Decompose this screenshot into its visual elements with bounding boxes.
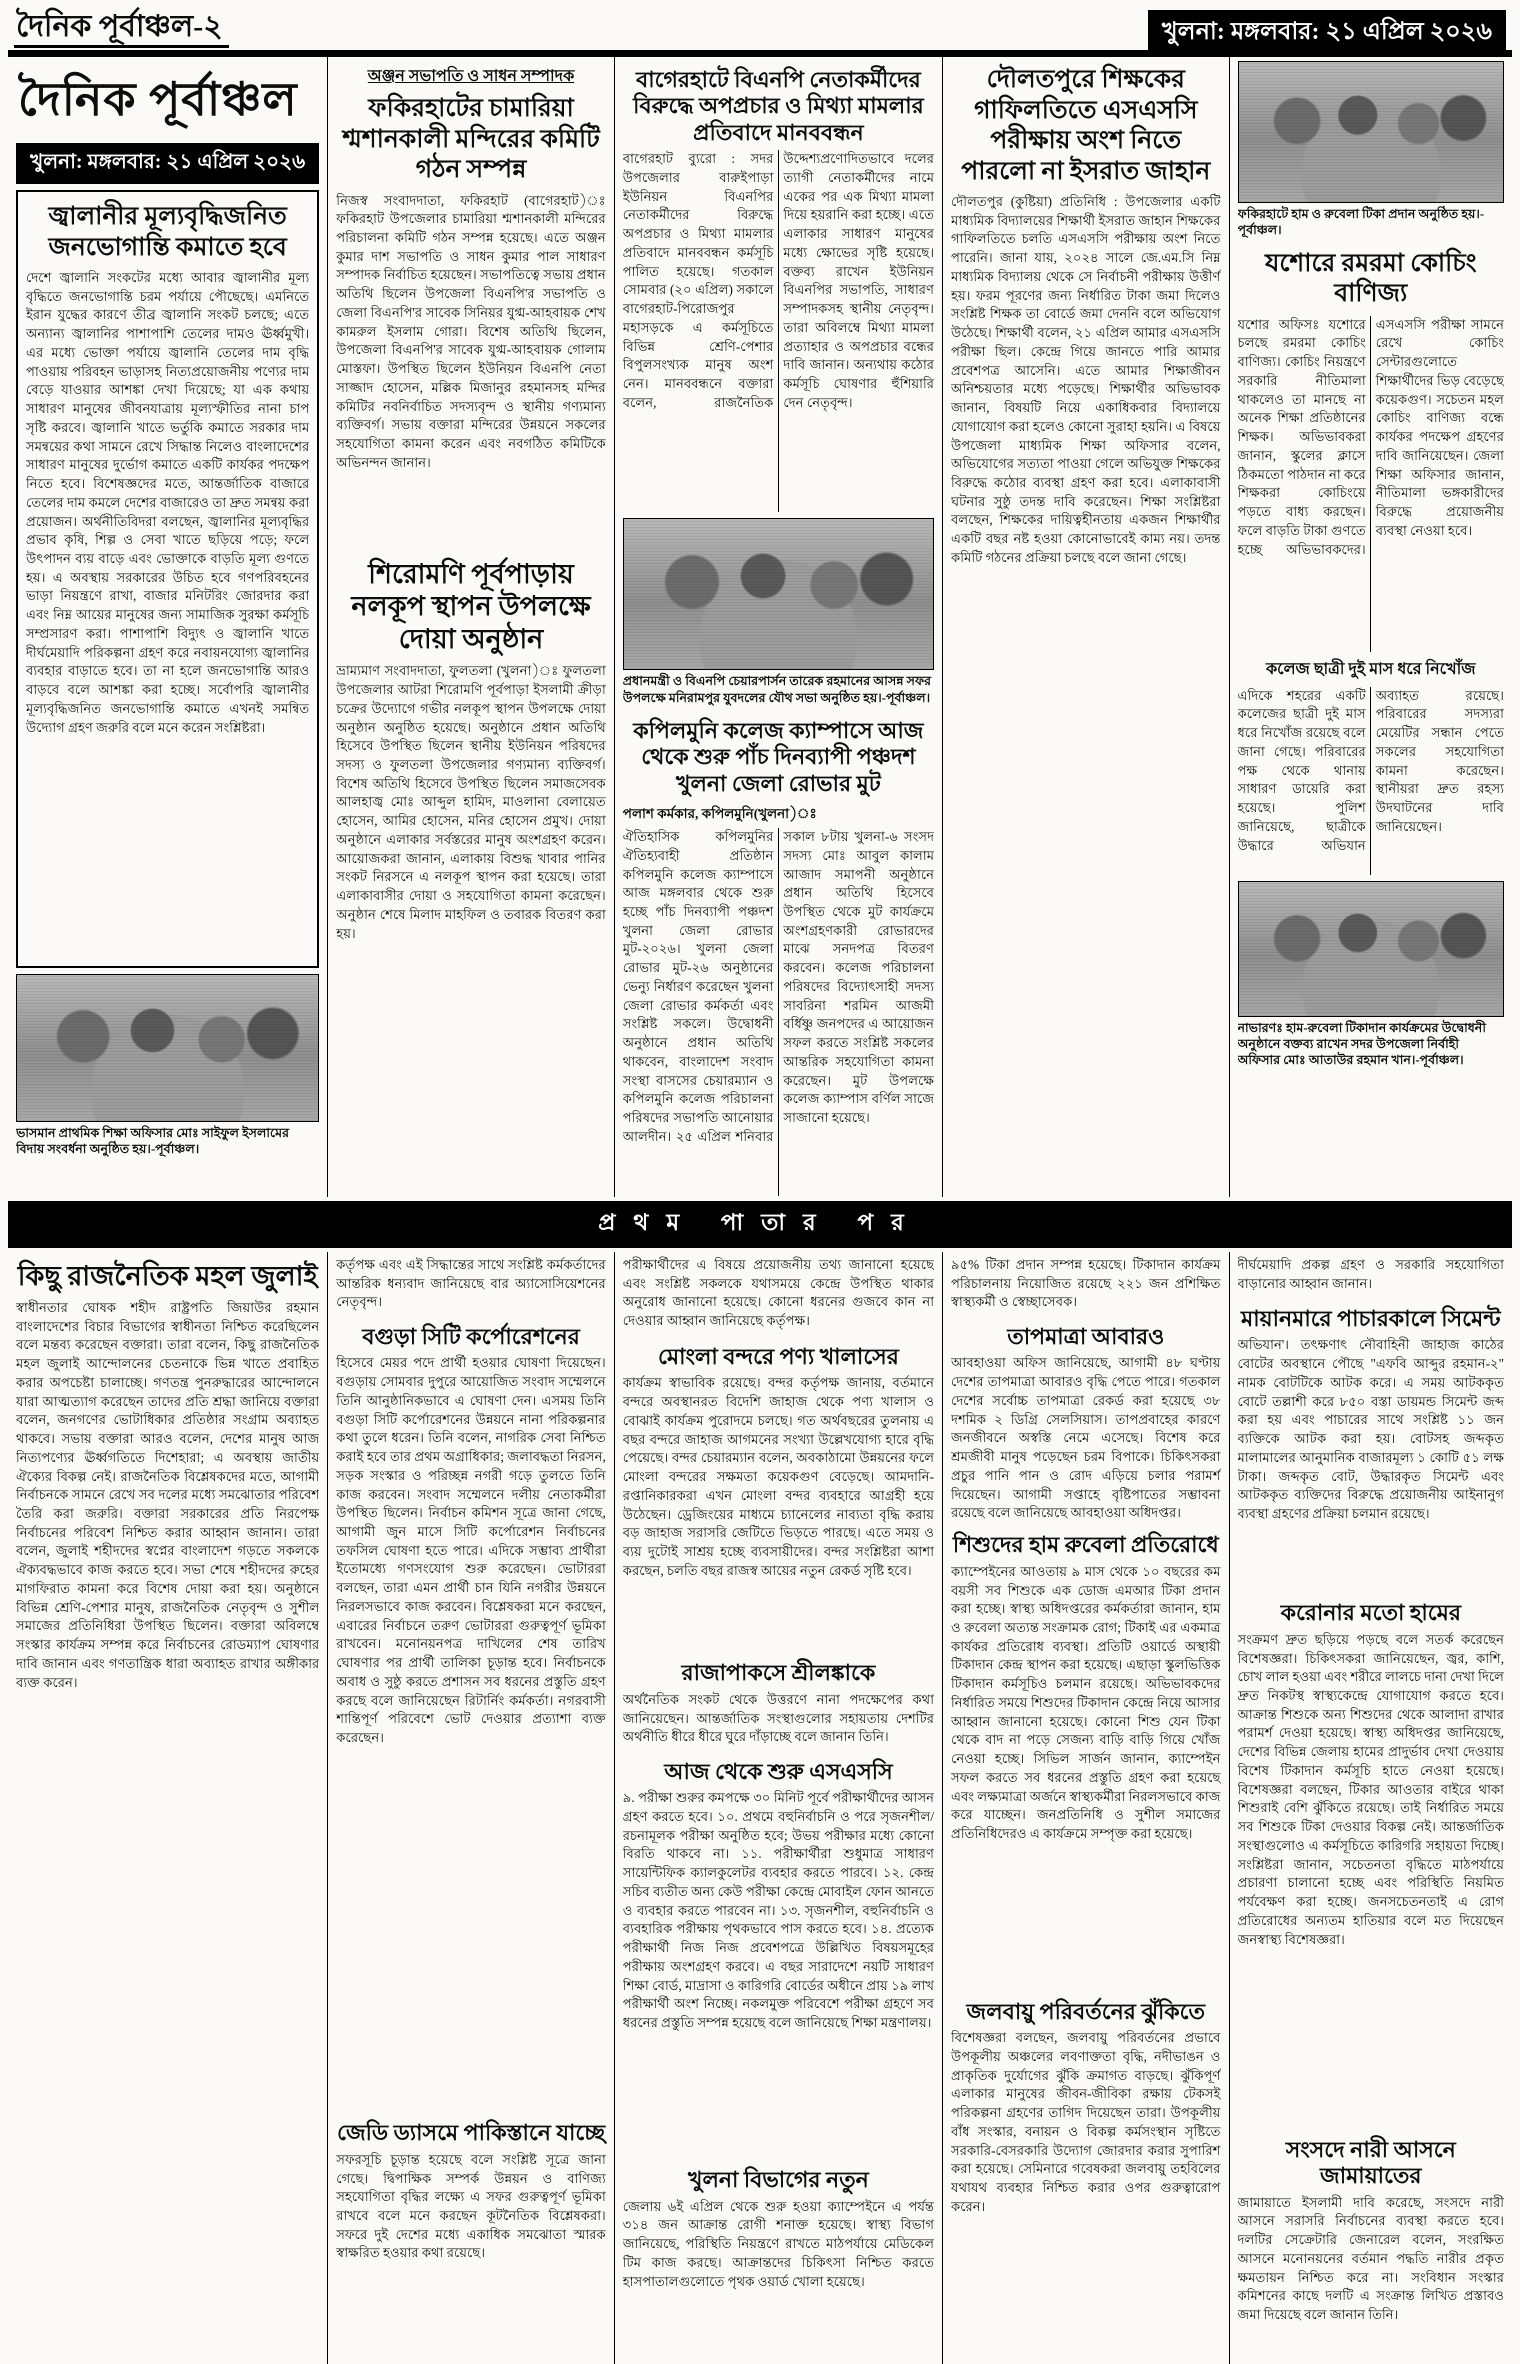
long-term-project-lead: দীর্ঘমেয়াদি প্রকল্প গ্রহণ ও সরকারি সহযোগিতা বাড়ানোর আহ্বান জানান। bbox=[1237, 1257, 1505, 1291]
photo-vaccination bbox=[1238, 61, 1505, 203]
kapilmuni-body: ঐতিহাসিক কপিলমুনির ঐতিহ্যবাহী প্রতিষ্ঠান কপিলমুনি কলেজ ক্যাম্পাসে আজ মঙ্গলবার থেকে শুরু হচ্ছে পাঁচ দিনব্যাপী পঞ্চদশ খুলনা জেলা রোভার মুট-২০২৬। খুলনা জেলা রোভার মুট-২৬ অনুষ্ঠানের ভেন্যু নির্ধারণ করেছেন খুলনা জেলা রোভার কর্মকর্তা এবং সংশ্লিষ্ট সকলে। উদ্বোধনী অনুষ্ঠানে প্রধান অতিথি থাকবেন, বাংলাদেশ সংবাদ সংস্থা বাসসের চেয়ারম্যান ও কপিলমুনি কলেজ পরিচালনা পরিষদের সভাপতি আনোয়ার আলদীন। ২৫ এপ্রিল শনিবার সকাল ৮টায় খুলনা-৬ সংসদ সদস্য মোঃ আবুল কালাম আজাদ সমাপনী অনুষ্ঠানে প্রধান অতিথি হিসেবে উপস্থিত থেকে মুট কার্যক্রমে অংশগ্রহণকারী রোভারদের মাঝে সনদপত্র বিতরণ করবেন। কলেজ পরিচালনা পরিষদের বিদ্যোৎসাহী সদস্য সাবরিনা শরমিন আজমী বর্ধিষ্ণু জনপদের এ আয়োজন সফল করতে সংশ্লিষ্ট সকলের আন্তরিক সহযোগিতা কামনা করেছেন। মুট উপলক্ষে কলেজ ক্যাম্পাস বর্ণিল সাজে সাজানো হয়েছে। bbox=[622, 829, 935, 1144]
myanmar-cement-body: অভিযান'। তৎক্ষণাৎ নৌবাহিনী জাহাজ কাঠের বোটের অবস্থানে পৌছে "এফবি আব্দুর রহমান-২" নামক বোটটিকে আটক করে। এ সময় আটককৃত বোটে তল্লাশী করে ৮৫০ বস্তা ডায়মন্ড সিমেন্ট জব্দ করা হয় এবং পাচারের সাথে সংশ্লিষ্ট ১১ জন ব্যক্তিকে আটক করা হয়। বোটসহ জব্দকৃত মালামালের আনুমানিক বাজারমূল্য ১ কোটি ৫১ লক্ষ টাকা। জব্দকৃত বোট, উদ্ধারকৃত সিমেন্ট এবং আটককৃত ব্যক্তিদের বিরুদ্ধে প্রয়োজনীয় আইনানুগ ব্যবস্থা গ্রহণের প্রক্রিয়া চলমান রয়েছে। bbox=[1237, 1337, 1505, 1521]
shiromoni-body: ভ্রাম্যমাণ সংবাদদাতা, ফুলতলা (খুলনা)ঃ ফুলতলা উপজেলার আটরা শিরোমণি পূর্বপাড়া ইসলামী ক্রীড়া চক্রের উদ্যোগে গভীর নলকূপ স্থাপন উপলক্ষে দোয়া অনুষ্ঠান অনুষ্ঠিত হয়েছে। অনুষ্ঠানে প্রধান অতিথি হিসেবে উপস্থিত ছিলেন স্থানীয় ইউনিয়ন পরিষদের সদস্য ও ফুলতলা উপজেলার গণ্যমান্য ব্যক্তিবর্গ। বিশেষ অতিথি হিসেবে উপস্থিত ছিলেন সমাজসেবক আলহাজ্ব মোঃ আব্দুল হামিদ, মাওলানা বেলায়েত হোসেন, আমির হোসেন, মনির হোসেন প্রমুখ। দোয়া অনুষ্ঠানে এলাকার সর্বস্তরের মানুষ অংশগ্রহণ করেন। আয়োজকরা জানান, এলাকায় বিশুদ্ধ খাবার পানির সংকট নিরসনে এ নলকূপ স্থাপন করা হয়েছে। তারা এলাকাবাসীর দোয়া ও সহযোগিতা কামনা করেছেন। অনুষ্ঠান শেষে মিলাদ মাহফিল ও তবারক বিতরণ করা হয়। bbox=[336, 663, 606, 941]
photo-joint-meeting bbox=[623, 518, 934, 670]
jashore-body: যশোর অফিসঃ যশোরে চলছে রমরমা কোচিং বাণিজ্য। কোচিং নিয়ন্ত্রণে সরকারি নীতিমালা থাকলেও তা মানছে না অনেক শিক্ষা প্রতিষ্ঠানের শিক্ষক। অভিভাবকরা জানান, স্কুলের ক্লাসে ঠিকমতো পাঠদান না করে শিক্ষকরা কোচিংয়ে পড়তে বাধ্য করছেন। ফলে বাড়তি টাকা গুণতে হচ্ছে অভিভাবকদের। এসএসসি পরীক্ষা সামনে রেখে কোচিং সেন্টারগুলোতে শিক্ষার্থীদের ভিড় বেড়েছে কয়েকগুণ। সচেতন মহল কোচিং বাণিজ্য বন্ধে কার্যকর পদক্ষেপ গ্রহণের দাবি জানিয়েছেন। জেলা শিক্ষা অফিসার জানান, নীতিমালা ভঙ্গকারীদের বিরুদ্ধে প্রয়োজনীয় ব্যবস্থা নেওয়া হবে। bbox=[1237, 316, 1505, 557]
jump-section bbox=[8, 1252, 1512, 2364]
daulatpur-body: দৌলতপুর (কুষ্টিয়া) প্রতিনিধি : উপজেলার একটি মাধ্যমিক বিদ্যালয়ের শিক্ষার্থী ইসরাত জাহান শিক্ষকের গাফিলতিতে চলতি এসএসসি পরীক্ষায় অংশ নিতে পারেনি। জানা যায়, ২০২৪ সালে জে.এম.সি নিম্ন মাধ্যমিক বিদ্যালয় থেকে সে নির্বাচনী পরীক্ষায় উত্তীর্ণ হয়। ফরম পূরণের জন্য নির্ধারিত টাকা জমা দিলেও সংশ্লিষ্ট শিক্ষক তা বোর্ডে জমা দেননি বলে অভিযোগ উঠেছে। শিক্ষার্থী বলেন, ২১ এপ্রিল আমার এসএসসি পরীক্ষা ছিল। কেন্দ্রে গিয়ে জানতে পারি আমার প্রবেশপত্র আসেনি। এতে আমার শিক্ষাজীবন অনিশ্চয়তার মধ্যে পড়েছে। শিক্ষার্থীর অভিভাবক জানান, বিষয়টি নিয়ে একাধিকবার বিদ্যালয়ে যোগাযোগ করা হলেও কোনো সুরাহা হয়নি। এ বিষয়ে উপজেলা মাধ্যমিক শিক্ষা অফিসার বলেন, অভিযোগের সত্যতা পাওয়া গেলে অভিযুক্ত শিক্ষকের বিরুদ্ধে কঠোর ব্যবস্থা গ্রহণ করা হবে। এলাকাবাসী ঘটনার সুষ্ঠু তদন্ত দাবি করেছেন। শিক্ষা সংশ্লিষ্টরা বলছেন, শিক্ষকের দায়িত্বহীনতায় একজন শিক্ষার্থীর একটি বছর নষ্ট হওয়া কোনোভাবেই কাম্য নয়। তদন্ত কমিটি গঠনের প্রক্রিয়া চলছে বলে জানা গেছে। bbox=[951, 194, 1221, 565]
kapilmuni-headline: কপিলমুনি কলেজ ক্যাম্পাসে আজ থেকে শুরু পাঁচ দিনব্যাপী পঞ্চদশ খুলনা জেলা রোভার মুট bbox=[633, 717, 924, 796]
bogura-city-body: হিসেবে মেয়র পদে প্রার্থী হওয়ার ঘোষণা দিয়েছেন। বগুড়ায় সোমবার দুপুরে আয়োজিত সংবাদ সম্মেলনে তিনি আনুষ্ঠানিকভাবে এ ঘোষণা দেন। এসময় তিনি বগুড়া সিটি কর্পোরেশনের উন্নয়নে নানা পরিকল্পনার কথা তুলে ধরেন। তিনি বলেন, নাগরিক সেবা নিশ্চিত করাই হবে তার প্রথম অগ্রাধিকার; জলাবদ্ধতা নিরসন, সড়ক সংস্কার ও পরিচ্ছন্ন নগরী গড়ে তুলতে তিনি কাজ করবেন। সংবাদ সম্মেলনে দলীয় নেতাকর্মীরা উপস্থিত ছিলেন। নির্বাচন কমিশন সূত্রে জানা গেছে, আগামী জুন মাসে সিটি কর্পোরেশন নির্বাচনের তফসিল ঘোষণা হতে পারে। এদিকে সম্ভাব্য প্রার্থীরা ইতোমধ্যে গণসংযোগ শুরু করেছেন। ভোটাররা বলছেন, তারা এমন প্রার্থী চান যিনি নগরীর উন্নয়নে নিরলসভাবে কাজ করবেন। বিশ্লেষকরা মনে করছেন, এবারের নির্বাচনে তরুণ ভোটাররা গুরুত্বপূর্ণ ভূমিকা রাখবেন। মনোনয়নপত্র দাখিলের শেষ তারিখ ঘোষণার পর প্রার্থী তালিকা চূড়ান্ত হবে। নির্বাচনকে অবাধ ও সুষ্ঠু করতে প্রশাসন সব ধরনের প্রস্তুতি গ্রহণ করছে বলে জানিয়েছেন রিটার্নিং কর্মকর্তা। নগরবাসী শান্তিপূর্ণ পরিবেশে ভোট দেওয়ার প্রত্যাশা ব্যক্ত করেছেন। bbox=[336, 1355, 606, 1746]
missing-student-body: এদিকে শহরের একটি কলেজের ছাত্রী দুই মাস ধরে নিখোঁজ রয়েছে বলে জানা গেছে। পরিবারের পক্ষ থেকে থানায় সাধারণ ডায়েরি করা হয়েছে। পুলিশ জানিয়েছে, ছাত্রীকে উদ্ধারে অভিযান অব্যাহত রয়েছে। পরিবারের সদস্যরা মেয়েটির সন্ধান পেতে সকলের সহযোগিতা কামনা করেছেন। স্থানীয়রা দ্রুত রহস্য উদঘাটনের দাবি জানিয়েছেন। bbox=[1237, 687, 1505, 853]
jump-column-3 bbox=[615, 1252, 943, 2364]
daulatpur-headline: দৌলতপুরে শিক্ষকের গাফিলতিতে এসএসসি পরীক্ষায় অংশ নিতে পারলো না ইসরাত জাহান bbox=[961, 66, 1211, 185]
editorial-headline: জ্বালানীর মূল্যবৃদ্ধিজনিত জনভোগান্তি কমাতে হবে bbox=[48, 203, 287, 261]
climate-risk-headline: জলবায়ু পরিবর্তনের ঝুঁকিতে bbox=[966, 1998, 1206, 2024]
bogura-city-headline: বগুড়া সিটি কর্পোরেশনের bbox=[362, 1324, 580, 1349]
ssc-start-headline: আজ থেকে শুরু এসএসসি bbox=[664, 1758, 893, 1784]
column-1 bbox=[8, 57, 328, 1197]
missing-student-subhead: কলেজ ছাত্রী দুই মাস ধরে নিখোঁজ bbox=[1265, 660, 1476, 678]
photo-navaron-caption: নাভারণঃ হাম-রুবেলা টিকাদান কার্যক্রমের উদ্বোধনী অনুষ্ঠানে বক্তব্য রাখেন সদর উপজেলা নির্বাহী অফিসার মোঃ আতাউর রহমান খান।-পূর্বাঞ্চল। bbox=[1237, 1020, 1486, 1068]
exam-notice-lead: পরীক্ষার্থীদের এ বিষয়ে প্রয়োজনীয় তথ্য জানানো হয়েছে এবং সংশ্লিষ্ট সকলকে যথাসময়ে কেন্দ্রে উপস্থিত থাকার অনুরোধ জানানো হয়েছে। কোনো ধরনের গুজবে কান না দেওয়ার আহ্বান জানিয়েছে কর্তৃপক্ষ। bbox=[622, 1257, 935, 1329]
column-5 bbox=[1230, 57, 1513, 1197]
vaccination-progress-lead: ৯৫% টিকা প্রদান সম্পন্ন হয়েছে। টিকাদান কার্যক্রম পরিচালনায় নিয়োজিত রয়েছে ২২১ জন প্রশিক্ষিত স্বাস্থ্যকর্মী ও স্বেচ্ছাসেবক। bbox=[951, 1257, 1221, 1310]
bagerhat-headline: বাগেরহাটে বিএনপি নেতাকর্মীদের বিরুদ্ধে অপপ্রচার ও মিথ্যা মামলার প্রতিবাদে মানববন্ধন bbox=[633, 67, 924, 145]
rajapaksa-headline: রাজাপাকসে শ্রীলঙ্কাকে bbox=[681, 1660, 876, 1686]
temperature-headline: তাপমাত্রা আবারও bbox=[1007, 1324, 1165, 1349]
mongla-port-headline: মোংলা বন্দরে পণ্য খালাসের bbox=[658, 1344, 899, 1369]
editorial-body: দেশে জ্বালানি সংকটের মধ্যে আবার জ্বালানীর মূল্য বৃদ্ধিতে জনভোগান্তি চরম পর্যায়ে পৌছেছে। এমনিতে ইরান যুদ্ধের কারণে তীব্র জ্বালানি সংকট চলছে; এতে অন্যান্য জ্বালানির পাশাপাশি তেলের দামও ঊর্ধ্বমুখী। এর মধ্যে ভোক্তা পর্যায়ে জ্বালানি তেলের দাম বৃদ্ধি পাওয়ায় পরিবহন ভাড়াসহ নিত্যপ্রয়োজনীয় পণ্যের দাম বেড়ে যাওয়ার আশঙ্কা দেখা দিয়েছে; যা এক কথায় সাধারণ মানুষের জীবনযাত্রায় মূল্যস্ফীতির নানা চাপ সৃষ্টি করবে। জ্বালানি খাতে ভর্তুকি কমাতে সরকার দাম সমন্বয়ের কথা সামনে রেখে সিদ্ধান্ত নিলেও বাংলাদেশের সাধারণ মানুষের দুর্ভোগ কমাতে একটি কার্যকর পদক্ষেপ নিতে হবে। বিশেষজ্ঞদের মতে, আন্তর্জাতিক বাজারে তেলের দাম কমলে দেশের বাজারেও তা দ্রুত সমন্বয় করা প্রয়োজন। অর্থনীতিবিদরা বলছেন, জ্বালানির মূল্যবৃদ্ধির প্রভাব কৃষি, শিল্প ও সেবা খাতে ছড়িয়ে পড়ে; ফলে উৎপাদন ব্যয় বাড়ে এবং ভোক্তাকে বাড়তি মূল্য গুণতে হয়। এ অবস্থায় সরকারের উচিত হবে গণপরিবহনের ভাড়া নিয়ন্ত্রণে রাখা, বাজার মনিটরিং জোরদার করা এবং নিম্ন আয়ের মানুষের জন্য সামাজিক সুরক্ষা কর্মসূচি সম্প্রসারণ করা। পাশাপাশি বিদ্যুৎ ও জ্বালানি খাতে দীর্ঘমেয়াদি পরিকল্পনা গ্রহণ করে নবায়নযোগ্য জ্বালানির ব্যবহার বাড়াতে হবে। তা না হলে জনভোগান্তি আরও বাড়বে বলে আশঙ্কা করা হচ্ছে। সর্বোপরি জ্বালানীর মূল্যবৃদ্ধিজনিত জনভোগান্তি কমাতে এখনই সমন্বিত উদ্যোগ গ্রহণ জরুরি বলে মনে করেন সংশ্লিষ্টরা। bbox=[26, 270, 310, 735]
kapilmuni-byline: পলাশ কর্মকার, কপিলমুনি(খুলনা)ঃ bbox=[622, 806, 817, 822]
jd-pakistan-headline: জেডি ড্যাসমে পাকিস্তানে যাচ্ছে bbox=[337, 2120, 606, 2146]
bagerhat-body: বাগেরহাট ব্যুরো : সদর উপজেলার বারুইপাড়া ইউনিয়ন বিএনপির নেতাকর্মীদের বিরুদ্ধে অপপ্রচার ও মিথ্যা মামলার প্রতিবাদে মানববন্ধন কর্মসূচি পালিত হয়েছে। গতকাল সোমবার (২০ এপ্রিল) সকালে বাগেরহাট-পিরোজপুর মহাসড়কে এ কর্মসূচিতে বিভিন্ন শ্রেণি-পেশার বিপুলসংখ্যক মানুষ অংশ নেন। মানববন্ধনে বক্তারা বলেন, রাজনৈতিক উদ্দেশ্যপ্রণোদিতভাবে দলের ত্যাগী নেতাকর্মীদের নামে একের পর এক মিথ্যা মামলা দিয়ে হয়রানি করা হচ্ছে। এতে এলাকার সাধারণ মানুষের মধ্যে ক্ষোভের সৃষ্টি হয়েছে। বক্তব্য রাখেন ইউনিয়ন বিএনপির সভাপতি, সাধারণ সম্পাদকসহ স্থানীয় নেতৃবৃন্দ। তারা অবিলম্বে মিথ্যা মামলা প্রত্যাহার ও অপপ্রচার বন্ধের দাবি জানান। অন্যথায় কঠোর কর্মসূচি ঘোষণার হুঁশিয়ারি দেন নেতৃবৃন্দ। bbox=[622, 151, 935, 410]
political-circles-headline: কিছু রাজনৈতিক মহল জুলাই bbox=[17, 1261, 318, 1291]
jamaat-women-seats-headline: সংসদে নারী আসনে জামায়াতের bbox=[1285, 2136, 1456, 2189]
political-circles-body: স্বাধীনতার ঘোষক শহীদ রাষ্ট্রপতি জিয়াউর রহমান বাংলাদেশের বিচার বিভাগের স্বাধীনতা নিশ্চিত করেছিলেন বলে মন্তব্য করেছেন বক্তারা। তারা বলেন, কিছু রাজনৈতিক মহল জুলাই আন্দোলনের চেতনাকে ভিন্ন খাতে প্রবাহিত করার অপচেষ্টা চালাচ্ছে। গণতন্ত্র পুনরুদ্ধারের আন্দোলনে যারা আত্মত্যাগ করেছেন তাদের প্রতি শ্রদ্ধা জানিয়ে বক্তারা বলেন, জনগণের ভোটাধিকার প্রতিষ্ঠার সংগ্রাম অব্যাহত থাকবে। সভায় বক্তারা আরও বলেন, দেশের মানুষ আজ নিত্যপণ্যের ঊর্ধ্বগতিতে দিশেহারা; এ অবস্থায় জাতীয় ঐক্যের বিকল্প নেই। রাজনৈতিক বিশ্লেষকদের মতে, আগামী নির্বাচনকে সামনে রেখে সব দলের মধ্যে সমঝোতার পরিবেশ তৈরি করা জরুরি। বক্তারা সরকারের প্রতি নিরপেক্ষ নির্বাচনের পরিবেশ নিশ্চিত করার আহ্বান জানান। তারা বলেন, জুলাই শহীদদের স্বপ্নের বাংলাদেশ গড়তে সকলকে ঐক্যবদ্ধভাবে কাজ করতে হবে। সভা শেষে শহীদদের রুহের মাগফিরাত কামনা করে বিশেষ দোয়া করা হয়। অনুষ্ঠানে বিভিন্ন শ্রেণি-পেশার মানুষ, রাজনৈতিক নেতৃবৃন্দ ও সুশীল সমাজের প্রতিনিধিরা উপস্থিত ছিলেন। বক্তারা অবিলম্বে সংস্কার কার্যক্রম সম্পন্ন করে নির্বাচনের রোডম্যাপ ঘোষণার দাবি জানান এবং গণতান্ত্রিক ধারা অব্যাহত রাখার অঙ্গীকার ব্যক্ত করেন। bbox=[16, 1299, 320, 1690]
measles-rubella-headline: শিশুদের হাম রুবেলা প্রতিরোধে bbox=[952, 1532, 1219, 1558]
fakirhat-headline: ফকিরহাটের চামারিয়া শ্মশানকালী মন্দিরের কমিটি গঠন সম্পন্ন bbox=[342, 95, 600, 183]
column-2 bbox=[328, 57, 614, 1197]
dateline-top: খুলনা: মঙ্গলবার: ২১ এপ্রিল ২০২৬ bbox=[1148, 10, 1506, 56]
rajapaksa-body: অর্থনৈতিক সংকট থেকে উত্তরণে নানা পদক্ষেপের কথা জানিয়েছেন। আন্তর্জাতিক সংস্থাগুলোর সহায়তায় দেশটির অর্থনীতি ধীরে ধীরে ঘুরে দাঁড়াচ্ছে বলে জানান তিনি। bbox=[622, 1691, 935, 1745]
front-top-section bbox=[8, 57, 1512, 1197]
jump-column-1 bbox=[8, 1252, 328, 2364]
khulna-division-body: জেলায় ৬ই এপ্রিল থেকে শুরু হওয়া ক্যাম্পেইনে এ পর্যন্ত ৩১৪ জন আক্রান্ত রোগী শনাক্ত হয়েছে। স্বাস্থ্য বিভাগ জানিয়েছে, পরিস্থিতি নিয়ন্ত্রণে রাখতে মাঠপর্যায়ে মেডিকেল টিম কাজ করছে। আক্রান্তদের চিকিৎসা নিশ্চিত করতে হাসপাতালগুলোতে পৃথক ওয়ার্ড খোলা হয়েছে। bbox=[622, 2198, 935, 2289]
running-head: দৈনিক পূর্বাঞ্চল-২ bbox=[14, 10, 229, 48]
jashore-headline: যশোরে রমরমা কোচিং বাণিজ্য bbox=[1264, 249, 1477, 308]
measles-rubella-body: ক্যাম্পেইনের আওতায় ৯ মাস থেকে ১০ বছরের কম বয়সী সব শিশুকে এক ডোজ এমআর টিকা প্রদান করা হচ্ছে। স্বাস্থ্য অধিদপ্তরের কর্মকর্তারা জানান, হাম ও রুবেলা অত্যন্ত সংক্রামক রোগ; টিকাই এর একমাত্র কার্যকর প্রতিরোধ ব্যবস্থা। প্রতিটি ওয়ার্ডে অস্থায়ী টিকাদান কেন্দ্র স্থাপন করা হয়েছে। এছাড়া স্কুলভিত্তিক টিকাদান কর্মসূচিও চলমান রয়েছে। অভিভাবকদের নির্ধারিত সময়ে শিশুদের টিকাদান কেন্দ্রে নিয়ে আসার আহ্বান জানানো হয়েছে। কোনো শিশু যেন টিকা থেকে বাদ না পড়ে সেজন্য বাড়ি বাড়ি গিয়ে খোঁজ নেওয়া হচ্ছে। সিভিল সার্জন জানান, ক্যাম্পেইন সফল করতে সব ধরনের প্রস্তুতি গ্রহণ করা হয়েছে এবং লক্ষ্যমাত্রা অর্জনে স্বাস্থ্যকর্মীরা নিরলসভাবে কাজ করে যাচ্ছেন। জনপ্রতিনিধি ও সুশীল সমাজের প্রতিনিধিদেরও এ কার্যক্রমে সম্পৃক্ত করা হয়েছে। bbox=[951, 1563, 1221, 1842]
newspaper-logo: দৈনিক পূর্বাঞ্চল bbox=[18, 74, 298, 125]
temperature-body: আবহাওয়া অফিস জানিয়েছে, আগামী ৪৮ ঘণ্টায় দেশের তাপমাত্রা আবারও বৃদ্ধি পেতে পারে। গতকাল দেশের সর্বোচ্চ তাপমাত্রা রেকর্ড করা হয়েছে ৩৮ দশমিক ২ ডিগ্রি সেলসিয়াস। তাপপ্রবাহের কারণে জনজীবনে অস্বস্তি নেমে এসেছে। বিশেষ করে শ্রমজীবী মানুষ পড়েছেন চরম বিপাকে। চিকিৎসকরা প্রচুর পানি পান ও রোদ এড়িয়ে চলার পরামর্শ দিয়েছেন। আগামী সপ্তাহে বৃষ্টিপাতের সম্ভাবনা রয়েছে বলে জানিয়েছে আবহাওয়া অধিদপ্তর। bbox=[951, 1355, 1221, 1521]
continued-from-front-banner: প্রথম পাতার পর bbox=[8, 1201, 1512, 1248]
khulna-division-headline: খুলনা বিভাগের নতুন bbox=[688, 2167, 869, 2193]
shiromoni-headline: শিরোমণি পূর্বপাড়ায় নলকূপ স্থাপন উপলক্ষে দোয়া অনুষ্ঠান bbox=[351, 558, 591, 655]
editorial-box bbox=[16, 190, 319, 968]
measles-like-corona-body: সংক্রমণ দ্রুত ছড়িয়ে পড়ছে বলে সতর্ক করেছেন বিশেষজ্ঞরা। চিকিৎসকরা জানিয়েছেন, জ্বর, কাশি, চোখ লাল হওয়া এবং শরীরে লালচে দানা দেখা দিলে দ্রুত নিকটস্থ স্বাস্থ্যকেন্দ্রে যোগাযোগ করতে হবে। আক্রান্ত শিশুকে অন্য শিশুদের থেকে আলাদা রাখার পরামর্শ দেওয়া হয়েছে। স্বাস্থ্য অধিদপ্তর জানিয়েছে, দেশের বিভিন্ন জেলায় হামের প্রাদুর্ভাব দেখা দেওয়ায় বিশেষ টিকাদান কর্মসূচি হাতে নেওয়া হয়েছে। বিশেষজ্ঞরা বলছেন, টিকার আওতার বাইরে থাকা শিশুরাই বেশি ঝুঁকিতে রয়েছে। তাই নির্ধারিত সময়ে সব শিশুকে টিকা দেওয়ার বিকল্প নেই। আন্তর্জাতিক সংস্থাগুলোও এ কর্মসূচিতে কারিগরি সহায়তা দিচ্ছে। সংশ্লিষ্টরা জানান, সচেতনতা বৃদ্ধিতে মাঠপর্যায়ে প্রচারণা চালানো হচ্ছে এবং পরিস্থিতি নিয়মিত পর্যবেক্ষণ করা হচ্ছে। জনসচেতনতাই এ রোগ প্রতিরোধের অন্যতম হাতিয়ার বলে মত দিয়েছেন জনস্বাস্থ্য বিশেষজ্ঞরা। bbox=[1237, 1631, 1505, 1947]
fakirhat-body: নিজস্ব সংবাদদাতা, ফকিরহাট (বাগেরহাট)ঃ ফকিরহাট উপজেলার চামারিয়া শ্মশানকালী মন্দিরের পরিচালনা কমিটি গঠন সম্পন্ন হয়েছে। এতে অঞ্জন কুমার দাশ সভাপতি ও সাধন কুমার পাল সাধারণ সম্পাদক নির্বাচিত হয়েছেন। সভাপতিত্বে সভায় প্রধান অতিথি ছিলেন উপজেলা বিএনপি'র সভাপতি ও জেলা বিএনপি'র সাবেক সিনিয়র যুগ্ম-আহবায়ক শেখ কামরুল ইসলাম গোরা। বিশেষ অতিথি ছিলেন, উপজেলা বিএনপি'র সাবেক যুগ্ম-আহবায়ক গোলাম মোস্তফা। উপস্থিত ছিলেন ইউনিয়ন বিএনপি নেতা সাজ্জাদ হোসেন, মল্লিক মিজানুর রহমানসহ মন্দির কমিটির নবনির্বাচিত সদস্যবৃন্দ ও স্থানীয় গণ্যমান্য ব্যক্তিবর্গ। সভায় বক্তারা মন্দিরের উন্নয়নে সকলের সহযোগিতা কামনা করেন এবং নবগঠিত কমিটিকে অভিনন্দন জানান। bbox=[336, 192, 606, 470]
ssc-start-body: ৯. পরীক্ষা শুরুর কমপক্ষে ৩০ মিনিট পূর্বে পরীক্ষার্থীদের আসন গ্রহণ করতে হবে। ১০. প্রথমে বহুনির্বাচনি ও পরে সৃজনশীল/রচনামূলক পরীক্ষা অনুষ্ঠিত হবে; উভয় পরীক্ষার মধ্যে কোনো বিরতি থাকবে না। ১১. পরীক্ষার্থীরা শুধুমাত্র সাধারণ সায়েন্টিফিক ক্যালকুলেটর ব্যবহার করতে পারবে। ১২. কেন্দ্র সচিব ব্যতীত অন্য কেউ পরীক্ষা কেন্দ্রে মোবাইল ফোন আনতে ও ব্যবহার করতে পারবেন না। ১৩. সৃজনশীল, বহুনির্বাচনি ও ব্যবহারিক পরীক্ষায় পৃথকভাবে পাস করতে হবে। ১৪. প্রত্যেক পরীক্ষার্থী নিজ নিজ প্রবেশপত্রে উল্লিখিত বিষয়সমূহের পরীক্ষায় অংশগ্রহণ করবে। এ বছর সারাদেশে নয়টি সাধারণ শিক্ষা বোর্ড, মাদ্রাসা ও কারিগরি বোর্ডের অধীনে প্রায় ১৯ লাখ পরীক্ষার্থী অংশ নিচ্ছে। নকলমুক্ত পরিবেশে পরীক্ষা গ্রহণে সব ধরনের প্রস্তুতি সম্পন্ন হয়েছে বলে জানিয়েছে শিক্ষা মন্ত্রণালয়। bbox=[622, 1790, 935, 2030]
column-4 bbox=[943, 57, 1229, 1197]
fakirhat-kicker: অঞ্জন সভাপতি ও সাধন সম্পাদক bbox=[367, 68, 575, 85]
climate-risk-body: বিশেষজ্ঞরা বলছেন, জলবায়ু পরিবর্তনের প্রভাবে উপকূলীয় অঞ্চলের লবণাক্ততা বৃদ্ধি, নদীভাঙন ও প্রাকৃতিক দুর্যোগের ঝুঁকি ক্রমাগত বাড়ছে। ঝুঁকিপূর্ণ এলাকার মানুষের জীবন-জীবিকা রক্ষায় টেকসই পরিকল্পনা গ্রহণের তাগিদ দিয়েছেন তারা। উপকূলীয় বাঁধ সংস্কার, বনায়ন ও বিকল্প কর্মসংস্থান সৃষ্টিতে সরকারি-বেসরকারি উদ্যোগ জোরদার করার সুপারিশ করা হয়েছে। সেমিনারে গবেষকরা জলবায়ু তহবিলের যথাযথ ব্যবহার নিশ্চিত করার ওপর গুরুত্বারোপ করেন। bbox=[951, 2030, 1221, 2214]
page-header bbox=[0, 0, 1520, 50]
mongla-port-body: কার্যক্রম স্বাভাবিক রয়েছে। বন্দর কর্তৃপক্ষ জানায়, বর্তমানে বন্দরে অবস্থানরত বিদেশি জাহাজ থেকে পণ্য খালাস ও বোঝাই কার্যক্রম পুরোদমে চলছে। গত অর্থবছরের তুলনায় এ বছর বন্দরে জাহাজ আগমনের সংখ্যা উল্লেখযোগ্য হারে বৃদ্ধি পেয়েছে। বন্দর চেয়ারম্যান বলেন, অবকাঠামো উন্নয়নের ফলে মোংলা বন্দরের সক্ষমতা কয়েকগুণ বেড়েছে। আমদানি-রপ্তানিকারকরা এখন মোংলা বন্দর ব্যবহারে আগ্রহী হয়ে উঠেছেন। ড্রেজিংয়ের মাধ্যমে চ্যানেলের নাব্যতা বৃদ্ধি করায় বড় জাহাজ সরাসরি জেটিতে ভিড়তে পারছে। এতে সময় ও ব্যয় দুটোই সাশ্রয় হচ্ছে ব্যবসায়ীদের। বন্দর সংশ্লিষ্টরা আশা করছেন, চলতি বছর রাজস্ব আয়ের নতুন রেকর্ড সৃষ্টি হবে। bbox=[622, 1375, 935, 1578]
jump-column-5 bbox=[1230, 1252, 1513, 2364]
jd-pakistan-body: সফরসূচি চূড়ান্ত হয়েছে বলে সংশ্লিষ্ট সূত্রে জানা গেছে। দ্বিপাক্ষিক সম্পর্ক উন্নয়ন ও বাণিজ্য সহযোগিতা বৃদ্ধির লক্ষ্যে এ সফর গুরুত্বপূর্ণ ভূমিকা রাখবে বলে মনে করছেন কূটনৈতিক বিশ্লেষকরা। সফরে দুই দেশের মধ্যে একাধিক সমঝোতা স্মারক স্বাক্ষরিত হওয়ার কথা রয়েছে। bbox=[336, 2151, 606, 2261]
myanmar-cement-headline: মায়ানমারে পাচারকালে সিমেন্ট bbox=[1241, 1306, 1501, 1331]
jamaat-women-seats-body: জামায়াতে ইসলামী দাবি করেছে, সংসদে নারী আসনে সরাসরি নির্বাচনের ব্যবস্থা করতে হবে। দলটির সেক্রেটারি জেনারেল বলেন, সংরক্ষিত আসনে মনোনয়নের বর্তমান পদ্ধতি নারীর প্রকৃত ক্ষমতায়ন নিশ্চিত করে না। সংবিধান সংস্কার কমিশনের কাছে দলটি এ সংক্রান্ত লিখিত প্রস্তাবও জমা দিয়েছে বলে জানান তিনি। bbox=[1237, 2194, 1505, 2322]
photo-navaron-inauguration bbox=[1238, 881, 1505, 1017]
jump-column-2 bbox=[328, 1252, 614, 2364]
measles-like-corona-headline: করোনার মতো হামের bbox=[1280, 1600, 1461, 1626]
dateline-bar: খুলনা: মঙ্গলবার: ২১ এপ্রিল ২০২৬ bbox=[16, 143, 319, 184]
jump-column-4 bbox=[943, 1252, 1229, 2364]
photo-vaccination-caption: ফকিরহাটে হাম ও রুবেলা টিকা প্রদান অনুষ্ঠিত হয়।-পূর্বাঞ্চল। bbox=[1237, 207, 1485, 238]
photo-joint-meeting-caption: প্রধানমন্ত্রী ও বিএনপি চেয়ারপার্সন তারেক রহমানের আসন্ন সফর উপলক্ষে মনিরামপুর যুবদলের যৌথ সভা অনুষ্ঠিত হয়।-পূর্বাঞ্চল। bbox=[622, 674, 932, 705]
photo-farewell-ceremony bbox=[16, 974, 319, 1122]
column-3 bbox=[615, 57, 943, 1197]
bar-association-lead: কর্তৃপক্ষ এবং এই সিদ্ধান্তের সাথে সংশ্লিষ্ট কর্মকর্তাদের আন্তরিক ধন্যবাদ জানিয়েছে বার অ্যাসোসিয়েশনের নেতৃবৃন্দ। bbox=[336, 1257, 606, 1310]
photo-farewell-caption: ভাসমান প্রাথমিক শিক্ষা অফিসার মোঃ সাইফুল ইসলামের বিদায় সংবর্ধনা অনুষ্ঠিত হয়।-পূর্বাঞ্চল। bbox=[16, 1126, 290, 1157]
